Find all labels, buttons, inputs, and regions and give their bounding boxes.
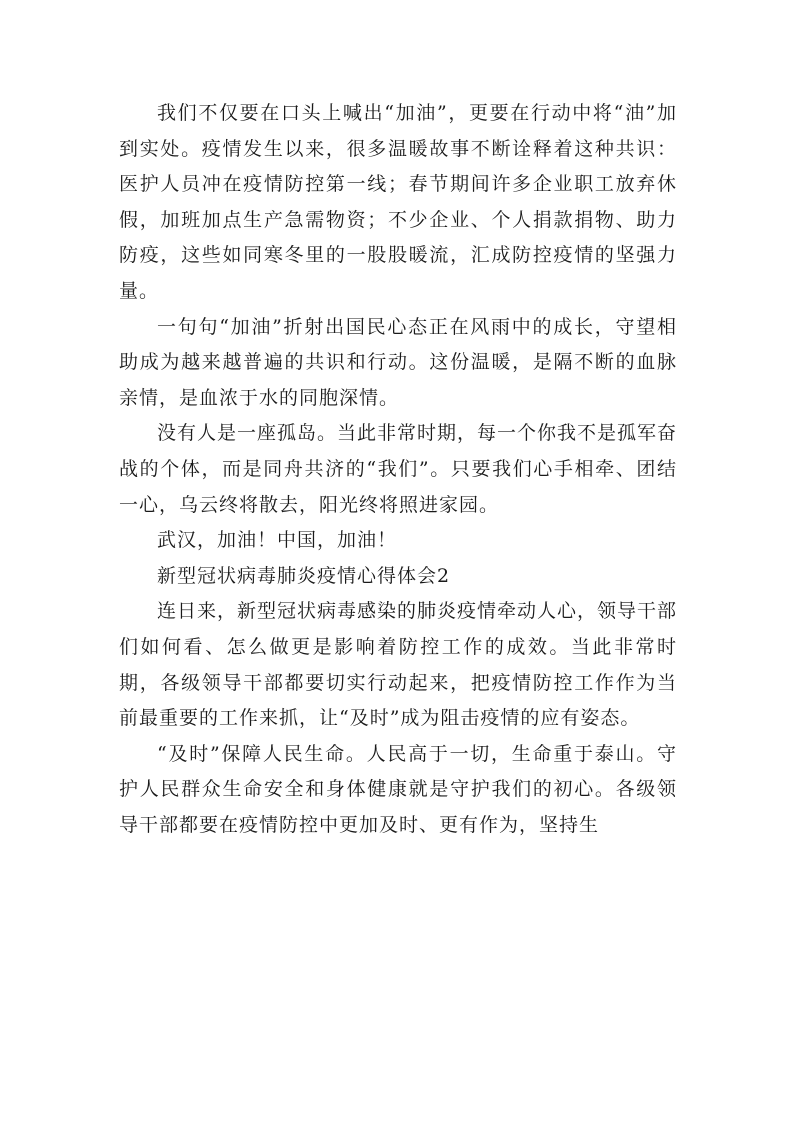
paragraph: 没有人是一座孤岛。当此非常时期，每一个你我不是孤军奋战的个体，而是同舟共济的“我们”。只要我们心手相牵、团结一心，乌云终将散去，阳光终将照进家园。 <box>119 422 678 516</box>
paragraph: “及时”保障人民生命。人民高于一切，生命重于泰山。守护人民群众生命安全和身体健康就是守护我们的初心。各级领导干部都要在疫情防控中更加及时、更有作为，坚持生 <box>119 742 677 836</box>
paragraph: 一句句“加油”折射出国民心态正在风雨中的成长，守望相助成为越来越普遍的共识和行动。这份温暖，是隔不断的血脉亲情，是血浓于水的同胞深情。 <box>119 315 677 409</box>
paragraph: 我们不仅要在口头上喊出“加油”，更要在行动中将“油”加到实处。疫情发生以来，很多温暖故事不断诠释着这种共识：医护人员冲在疫情防控第一线；春节期间许多企业职工放弃休假，加班加点生产急需物资；不少企业、个人捐款捐物、助力防疫，这些如同寒冬里的一股股暖流，汇成防控疫情的坚强力量。 <box>119 102 677 302</box>
paragraph: 连日来，新型冠状病毒感染的肺炎疫情牵动人心，领导干部们如何看、怎么做更是影响着防控工作的成效。当此非常时期，各级领导干部都要切实行动起来，把疫情防控工作作为当前最重要的工作来抓，让“及时”成为阻击疫情的应有姿态。 <box>119 600 678 730</box>
paragraph: 武汉，加油！中国，加油！ <box>157 529 398 552</box>
section-title: 新型冠状病毒肺炎疫情心得体会2 <box>157 564 451 587</box>
document-body <box>119 96 677 843</box>
